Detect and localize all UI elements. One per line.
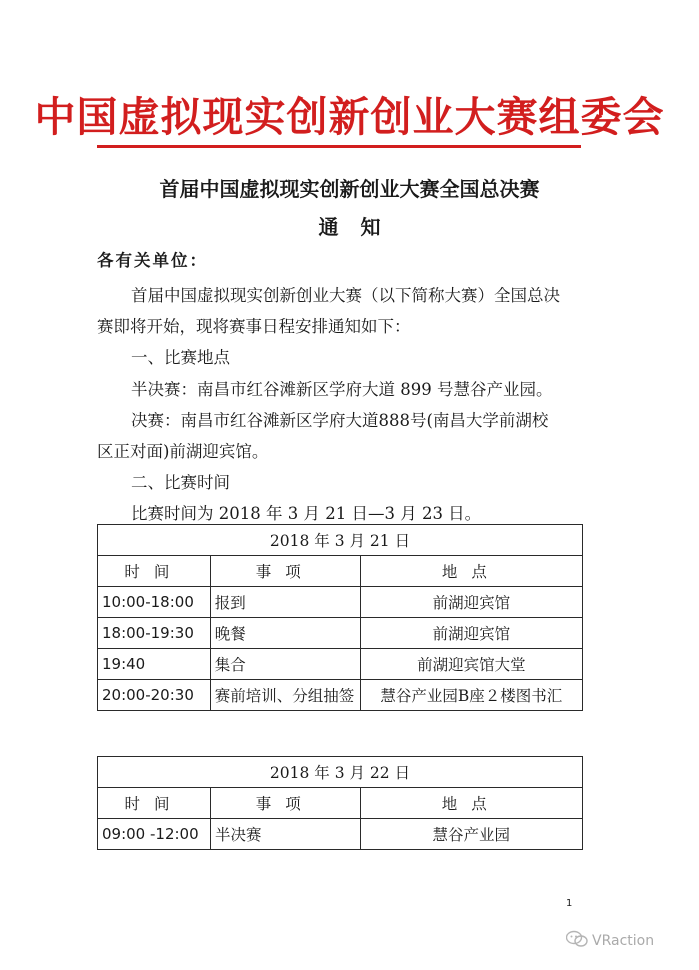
table-row xyxy=(98,587,583,618)
semifinal-venue: 半决赛：南昌市红谷滩新区学府大道 899 号慧谷产业园。 xyxy=(131,380,553,399)
org-title: 中国虚拟现实创新创业大赛组委会 xyxy=(34,93,665,141)
page-number: 1 xyxy=(566,898,573,909)
cell-location: 慧谷产业园 xyxy=(360,819,582,850)
cell-time: 20:00-20:30 xyxy=(98,680,211,711)
watermark-text: VRaction xyxy=(592,933,655,949)
cell-location: 前湖迎宾馆 xyxy=(360,618,582,649)
chat-bubble-icon xyxy=(566,930,588,952)
column-header-item: 事项 xyxy=(210,556,360,587)
paragraph-intro-line-1: 首届中国虚拟现实创新创业大赛（以下简称大赛）全国总决 xyxy=(131,286,560,305)
final-venue-line-1: 决赛：南昌市红谷滩新区学府大道888号(南昌大学前湖校 xyxy=(131,411,549,430)
document-subtitle: 通知 xyxy=(318,215,403,239)
table-row xyxy=(98,819,583,850)
document-title: 首届中国虚拟现实创新创业大赛全国总决赛 xyxy=(159,177,540,201)
schedule-table-day2 xyxy=(97,756,583,850)
cell-time: 09:00 -12:00 xyxy=(98,819,211,850)
table-row xyxy=(98,680,583,711)
table-row xyxy=(98,649,583,680)
cell-location: 前湖迎宾馆 xyxy=(360,587,582,618)
competition-dates: 比赛时间为 2018 年 3 月 21 日—3 月 23 日。 xyxy=(131,504,482,523)
cell-location: 前湖迎宾馆大堂 xyxy=(360,649,582,680)
header-divider xyxy=(97,145,581,148)
schedule-table-day1 xyxy=(97,524,583,711)
column-header-item: 事项 xyxy=(210,788,360,819)
table-row xyxy=(98,618,583,649)
schedule-date: 2018 年 3 月 22 日 xyxy=(98,757,583,788)
cell-time: 10:00-18:00 xyxy=(98,587,211,618)
cell-item: 报到 xyxy=(210,587,360,618)
section-heading-time: 二、比赛时间 xyxy=(131,473,230,492)
column-header-time: 时间 xyxy=(98,788,211,819)
cell-item: 半决赛 xyxy=(210,819,360,850)
section-heading-venue: 一、比赛地点 xyxy=(131,348,230,367)
schedule-date: 2018 年 3 月 21 日 xyxy=(98,525,583,556)
cell-time: 18:00-19:30 xyxy=(98,618,211,649)
column-header-location: 地点 xyxy=(360,556,582,587)
cell-time: 19:40 xyxy=(98,649,211,680)
paragraph-intro-line-2: 赛即将开始，现将赛事日程安排通知如下： xyxy=(97,317,411,336)
column-header-time: 时间 xyxy=(98,556,211,587)
cell-item: 晚餐 xyxy=(210,618,360,649)
cell-item: 赛前培训、分组抽签 xyxy=(210,680,360,711)
watermark xyxy=(566,930,654,952)
column-header-location: 地点 xyxy=(360,788,582,819)
salutation: 各有关单位： xyxy=(97,251,208,270)
final-venue-line-2: 区正对面)前湖迎宾馆。 xyxy=(97,442,269,461)
cell-item: 集合 xyxy=(210,649,360,680)
cell-location: 慧谷产业园B座２楼图书汇 xyxy=(360,680,582,711)
